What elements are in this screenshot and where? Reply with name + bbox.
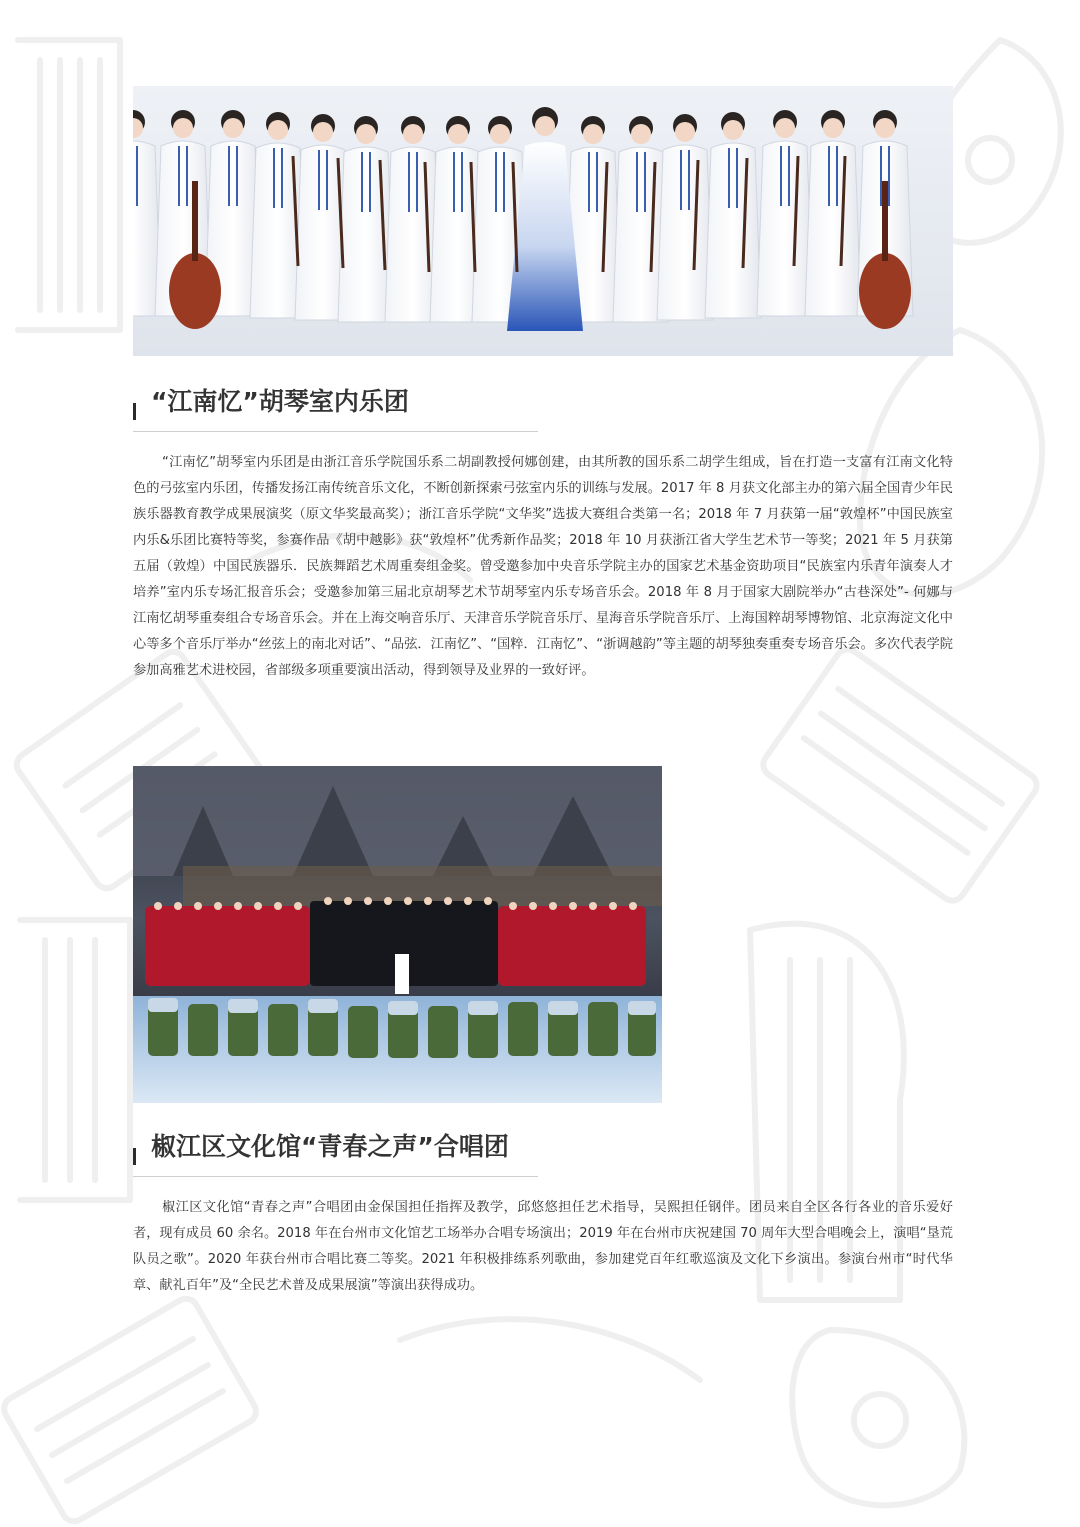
section-title: 椒江区文化馆“青春之声”合唱团 xyxy=(151,1132,509,1161)
section-heading xyxy=(133,1130,538,1177)
heading-accent-bar xyxy=(133,403,136,420)
heading-accent-bar xyxy=(133,1148,136,1165)
section-body-text: 椒江区文化馆“青春之声”合唱团由金保国担任指挥及教学，邱悠悠担任艺术指导，吴熙担任钢伴。团员来自全区各行各业的音乐爱好者，现有成员 60 余名。2018 年在台州市文化馆艺工场举办合唱专场演出；2019 年在台州市庆祝建国 70 周年大型合唱晚会上，演唱“垦荒队员之歌”。2020 年获台州市合唱比赛二等奖。2021 年积极排练系列歌曲，参加建党百年红歌巡演及文化下乡演出。参演台州市“时代华章、献礼百年”及“全民艺术普及成果展演”等演出获得成功。 xyxy=(133,1200,953,1293)
section-heading xyxy=(133,385,538,432)
section-title: “江南忆”胡琴室内乐团 xyxy=(151,387,409,416)
section-body-text: “江南忆”胡琴室内乐团是由浙江音乐学院国乐系二胡副教授何娜创建，由其所教的国乐系二胡学生组成，旨在打造一支富有江南文化特色的弓弦室内乐团，传播发扬江南传统音乐文化，不断创新探索弓弦室内乐的训练与发展。2017 年 8 月获文化部主办的第六届全国青少年民族乐器教育教学成果展演奖（原文华奖最高奖）；浙江音乐学院“文华奖”选拔大赛组合类第一名；2018 年 7 月获第一届“敦煌杯”中国民族室内乐&乐团比赛特等奖，参赛作品《胡中越影》获“敦煌杯”优秀新作品奖；2018 年 10 月获浙江省大学生艺术节一等奖；2021 年 5 月获第五届（敦煌）中国民族器乐．民族舞蹈艺术周重奏组金奖。曾受邀参加中央音乐学院主办的国家艺术基金资助项目“民族室内乐青年演奏人才培养”室内乐专场汇报音乐会；受邀参加第三届北京胡琴艺术节胡琴室内乐专场音乐会。2018 年 8 月于国家大剧院举办“古巷深处”- 何娜与江南忆胡琴重奏组合专场音乐会。并在上海交响音乐厅、天津音乐学院音乐厅、星海音乐学院音乐厅、上海国粹胡琴博物馆、北京海淀文化中心等多个音乐厅举办“丝弦上的南北对话”、“品弦．江南忆”、“国粹．江南忆”、“浙调越韵”等主题的胡琴独奏重奏专场音乐会。多次代表学院参加高雅艺术进校园，省部级多项重要演出活动，得到领导及业界的一致好评。 xyxy=(133,455,953,678)
choir-performance-photo xyxy=(133,766,662,1103)
ensemble-group-photo xyxy=(133,86,953,356)
